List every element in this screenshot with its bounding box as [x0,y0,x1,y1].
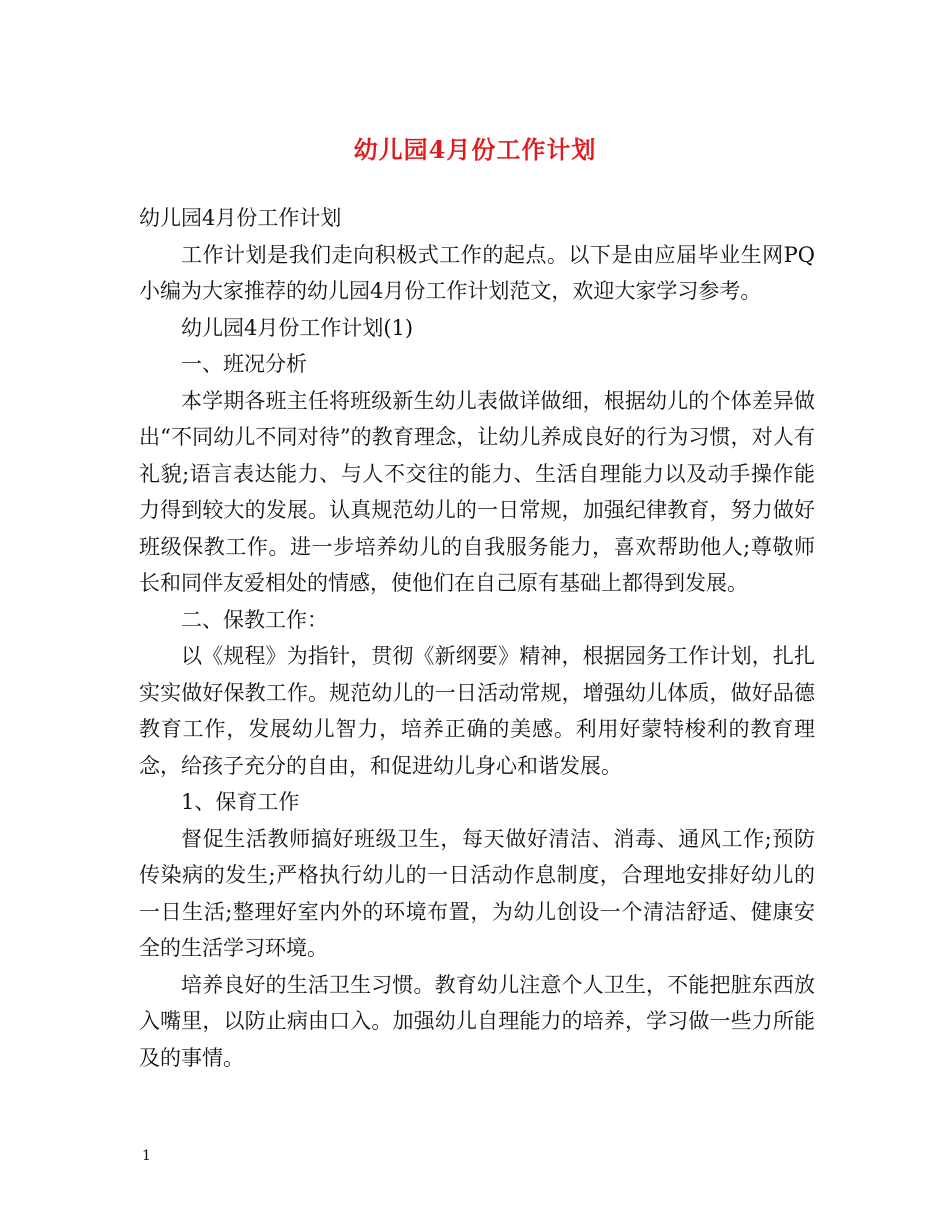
paragraph-plan-heading: 幼儿园4月份工作计划(1) [181,315,414,340]
section-heading-class-analysis: 一、班况分析 [181,352,307,376]
page-number: 1 [142,1148,151,1164]
paragraph-intro: 工作计划是我们走向积极式工作的起点。以下是由应届毕业生网PQ小编为大家推荐的幼儿园4月份工作计划范文，欢迎大家学习参考。 [139,242,815,303]
paragraph-subtitle: 幼儿园4月份工作计划 [139,206,342,230]
subsection-heading-nursing: 1、保育工作 [181,790,300,814]
document-body [139,200,815,1076]
paragraph-care-education: 以《规程》为指针，贯彻《新纲要》精神，根据园务工作计划，扎扎实实做好保教工作。规范幼儿的一日活动常规，增强幼儿体质，做好品德教育工作，发展幼儿智力，培养正确的美感。利用好蒙特梭利的教育理念，给孩子充分的自由，和促进幼儿身心和谐发展。 [139,644,815,778]
document-title: 幼儿园4月份工作计划 [353,135,597,164]
section-heading-care-education: 二、保教工作： [181,607,328,632]
paragraph-class-analysis: 本学期各班主任将班级新生幼儿表做详做细，根据幼儿的个体差异做出“不同幼儿不同对待”的教育理念，让幼儿养成良好的行为习惯，对人有礼貌;语言表达能力、与人不交往的能力、生活自理能力以及动手操作能力得到较大的发展。认真规范幼儿的一日常规，加强纪律教育，努力做好班级保教工作。进一步培养幼儿的自我服务能力，喜欢帮助他人;尊敬师长和同伴友爱相处的情感，使他们在自己原有基础上都得到发展。 [139,388,815,595]
paragraph-nursing: 督促生活教师搞好班级卫生，每天做好清洁、消毒、通风工作;预防传染病的发生;严格执行幼儿的一日活动作息制度，合理地安排好幼儿的一日生活;整理好室内外的环境布置，为幼儿创设一个清洁舒适、健康安全的生活学习环境。 [139,826,815,960]
paragraph-hygiene-habits: 培养良好的生活卫生习惯。教育幼儿注意个人卫生，不能把脏东西放入嘴里，以防止病由口入。加强幼儿自理能力的培养，学习做一些力所能及的事情。 [139,972,815,1070]
